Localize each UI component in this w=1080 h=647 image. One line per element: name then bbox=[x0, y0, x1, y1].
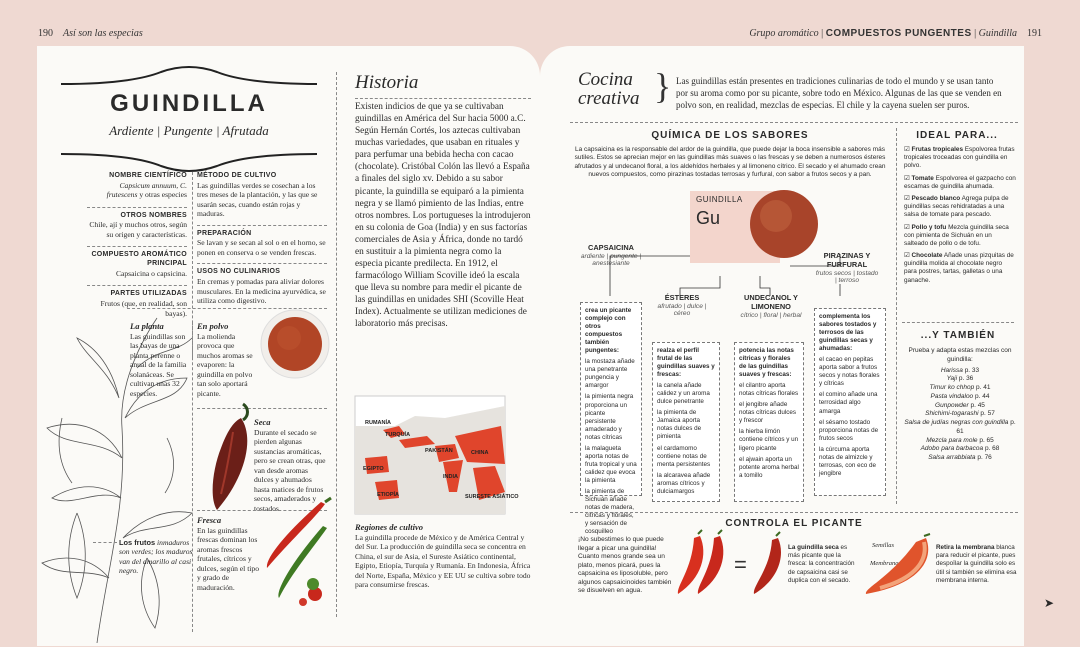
fact-value: Frutos (que, en realidad, son bayas). bbox=[100, 299, 187, 318]
box-item: la malagueta aporta notas de fruta tropical y una calidez que evoca la pimienta bbox=[585, 444, 637, 484]
right-page bbox=[540, 46, 1024, 646]
connector-lines bbox=[570, 236, 890, 306]
fact-value: Capsaicina o capsicina. bbox=[115, 268, 187, 278]
box-head: potencia las notas cítricas y florales de las guindillas suaves y frescas: bbox=[739, 347, 794, 379]
section-name: COMPUESTOS PUNGENTES bbox=[825, 28, 972, 39]
checkbox-icon: ☑ bbox=[904, 223, 910, 231]
ideal-item-name: Pescado blanco bbox=[911, 194, 961, 202]
box-item: el comino añade una terrosidad algo amarga bbox=[819, 391, 878, 415]
history-text: Existen indicios de que ya se cultivaban guindillas en América del Sur hacia 5000 a.C. Según Hernán Cortés, los aztecas cultivaban muchas variedades, que usaban en rituales y para perfumar una bebida hecha con cacao (chocolate). Cristóbal Colón las llevó a España a finales del siglo xv. Debido a su sabor picante, la guindilla se equiparó a la pimienta negra y se llamó pimiento de las Indias, entre otros nombres. Los portugueses la introdujeron en su colonia de Goa (India) y en sus factorías comerciales de Asia y África, donde no tardó en sustituir a la pimienta negra como la especia picante predilecta. En 1912, el farmacólogo William Scoville ideó la escala que lleva su nombre para medir el picante de las guindillas en unidades SHI (Scoville Heat Index). Actualmente se utilizan mediciones de laboratorio más precisas. bbox=[355, 102, 531, 330]
map-caption bbox=[355, 522, 531, 590]
blend-name: Salsa arrabbiata bbox=[928, 454, 976, 462]
plant-label: La planta bbox=[130, 321, 164, 331]
box-item: la alcaravea añade aromas cítricos y dulciamargos bbox=[657, 471, 711, 495]
blend-name: Harissa bbox=[940, 366, 963, 374]
map-label: TURQUÍA bbox=[385, 432, 411, 438]
box-pirazinas bbox=[814, 308, 886, 496]
box-item: la cúrcuma aporta notas de almizcle y terrosas, con eco de jengibre bbox=[819, 445, 877, 477]
form-label: Seca bbox=[254, 417, 271, 427]
fact-value-text: y otras especies bbox=[139, 190, 187, 200]
brace-icon: } bbox=[654, 66, 672, 106]
ideal-item-name: Frutas tropicales bbox=[911, 146, 964, 153]
fact-value bbox=[87, 181, 187, 200]
blend-page: p. 33 bbox=[964, 366, 980, 374]
fruits-text: inmaduros son verdes; los maduros van del amarillo al casi negro. bbox=[119, 538, 193, 576]
map-label: ETIOPÍA bbox=[377, 492, 400, 498]
box-item: el cacao en pepitas aporta sabor a frutos secos y notas florales y cítricas bbox=[819, 356, 880, 388]
form-text: En las guindillas frescas dominan los aromas frescos frutales, cítricos y dulces, según el tipo y grado de maduración. bbox=[197, 525, 260, 592]
box-head: realza el perfil frutal de las guindillas suaves y frescas: bbox=[657, 347, 715, 379]
group-name: Grupo aromático bbox=[749, 28, 819, 39]
blend-name: Gunpowder bbox=[935, 401, 969, 409]
blend-page: p. 41 bbox=[976, 384, 991, 392]
dried-chili-image bbox=[199, 398, 261, 518]
fact-label: PREPARACIÓN bbox=[197, 229, 252, 237]
title-banner bbox=[51, 62, 327, 174]
checkbox-icon: ☑ bbox=[904, 146, 910, 153]
ideal-item-text: Agrega pulpa de guindillas secas rehidratadas a una salsa de tomate para pescado. bbox=[904, 194, 1009, 219]
box-item: el ajwain aporta un potente aroma herbal a tomillo bbox=[739, 455, 799, 479]
map-label: PAKISTÁN bbox=[425, 448, 453, 454]
box-item: el sésamo tostado proporciona notas de frutos secos bbox=[819, 418, 879, 442]
ideal-title: IDEAL PARA... bbox=[916, 130, 998, 141]
box-item: la pimienta de Jamaica aporta notas dulces de pimienta bbox=[657, 409, 702, 441]
compound-name: ÉSTERES bbox=[664, 293, 700, 302]
fact-value: Se lavan y se secan al sol o en el horno, se ponen en conserva o se venden frescas. bbox=[197, 238, 326, 257]
form-label: Fresca bbox=[197, 515, 222, 525]
fact-label: USOS NO CULINARIOS bbox=[197, 268, 281, 276]
note-text: blanca para reducir el picante, pues despoïlar la guindilla solo es útil si también se elimina esa membrana interna. bbox=[936, 544, 1017, 584]
blend-page: p. 45 bbox=[970, 401, 985, 409]
ideal-item-text: Mezcla guindilla seca con pimienta de Sichuán en un salteado de pollo o de tofu. bbox=[904, 223, 1009, 247]
left-page-header bbox=[38, 28, 143, 39]
note-label: Retira la membrana bbox=[936, 544, 995, 551]
tambien-list bbox=[904, 347, 1016, 463]
quimica-title: QUÍMICA DE LOS SABORES bbox=[651, 130, 809, 141]
box-undecanol bbox=[734, 342, 804, 502]
seeds-label: Semillas bbox=[872, 542, 895, 549]
map-label: SURESTE ASIÁTICO bbox=[465, 494, 519, 500]
box-item: la pimienta negra proporciona un picante persistente amaderado y notas cítricas bbox=[585, 393, 634, 441]
ideal-item-text: Añade unas pizquitas de guindilla molida al chocolate negro para postres, tartas, galletas o una ganache. bbox=[904, 252, 1014, 284]
blend-page: p. 57 bbox=[980, 410, 995, 418]
fact-value: Chile, ají y muchos otros, según su origen y características. bbox=[89, 220, 187, 239]
compound-notes: afrutado | dulce | céreo bbox=[657, 302, 707, 317]
blend-name: Shichimi-togarashi bbox=[925, 410, 979, 418]
controla-intro: ¡No subestimes lo que puede llegar a picar una guindilla! Cuanto menos grande sea un plato, menos picará, pues la capsaicina es liposoluble, pero algunos capsaicinoides también se disuelven en agua. bbox=[578, 536, 672, 595]
history-title: Historia bbox=[355, 72, 419, 93]
quimica-intro: La capsaicina es la responsable del ardor de la guindilla, que puede dejar la boca insensible a sabores más sutiles. Estos se aprecian mejor en las guindillas más suaves o las frescas y se deben a numerosos ésteres afrutados y al undecanol floral, a los aldehídos herbales y al limoneno cítrico. El secado y el ahumado crean nuevos compuestos, como pirazinas tostadas terrosas y furfural, con sabor a frutos secos y a pan. bbox=[574, 146, 886, 179]
box-item: el jengibre añade notas cítricas dulces y frescor bbox=[739, 401, 797, 425]
plant-text: Las guindillas son las bayas de una planta perenne o anual de la familia solanáceas. Se cultivan unas 32 especies. bbox=[130, 331, 187, 398]
compound-name: CAPSAICINA bbox=[588, 243, 634, 252]
left-running-title: Así son las especias bbox=[63, 28, 143, 39]
fact-value: Las guindillas verdes se cosechan a los tres meses de la plantación, y las que se usarán secas, cuando están rojas y maduras. bbox=[197, 180, 318, 219]
powder-note bbox=[197, 321, 257, 398]
map-caption-text: La guindilla procede de México y de América Central y del Sur. La producción de guindilla seca se concentra en China, el sur de Asia, el Sureste Asiático continental, Egipto, Etiopía, Turquía y Rumanía. En Indonesia, África del Norte, España, México y EE UU se cultiva sobre todo para consumirse frescas. bbox=[355, 532, 531, 590]
fruits-label: Los frutos bbox=[119, 538, 156, 547]
descriptors: Ardiente | Pungente | Afrutada bbox=[109, 123, 269, 138]
right-page-number: 191 bbox=[1027, 28, 1042, 39]
cocina-title-line: creativa bbox=[578, 88, 640, 109]
ideal-item-text: Espolvorea frutas tropicales troceadas con guindilla en polvo. bbox=[904, 146, 1015, 170]
box-item: el cilantro aporta notas cítricas florales bbox=[739, 382, 799, 398]
fact-label: MÉTODO DE CULTIVO bbox=[197, 172, 277, 179]
blend-page: p. 36 bbox=[958, 375, 974, 383]
membrane-note bbox=[936, 544, 1018, 585]
blend-page: p. 68 bbox=[984, 445, 1000, 453]
fruits-note bbox=[119, 538, 193, 576]
box-item: la mostaza añade una penetrante pungencia y amargor bbox=[585, 358, 635, 390]
fact-value: En cremas y pomadas para aliviar dolores musculares. En la medicina ayurvédica, se utiliza como digestivo. bbox=[197, 277, 326, 306]
form-label: En polvo bbox=[197, 321, 229, 331]
left-page-number: 190 bbox=[38, 28, 53, 39]
box-head: complementa los sabores tostados y terrosos de las guindillas secas y ahumadas: bbox=[819, 313, 877, 353]
descriptor: Afrutada bbox=[222, 123, 269, 138]
compound-notes: ardiente | pungente | anestesiante bbox=[580, 252, 642, 267]
ideal-item-name: Tomate bbox=[911, 174, 934, 182]
ideal-item-text: Espolvorea el gazpacho con escamas de guindilla ahumada. bbox=[904, 174, 1016, 190]
compound-name: PIRAZINAS Y FURFURAL bbox=[823, 251, 871, 269]
blend-name: Mezcla para mole bbox=[926, 436, 978, 444]
compound-notes: frutos secos | tostado | terroso bbox=[815, 269, 879, 284]
ideal-item-name: Chocolate bbox=[911, 252, 943, 260]
box-esteres bbox=[652, 342, 720, 502]
plant-note bbox=[130, 321, 188, 398]
note-label: La guindilla seca bbox=[788, 544, 839, 551]
facts-left bbox=[87, 172, 187, 318]
descriptor: Ardiente bbox=[109, 123, 154, 138]
cocina-title-line: Cocina bbox=[578, 69, 633, 90]
compound-name: UNDECANOL Y LIMONENO bbox=[744, 293, 798, 311]
blend-name: Timur ko chhop bbox=[929, 384, 975, 392]
note-text: es más picante que la fresca: la concentración de capsaicina casi se duplica con el secado. bbox=[788, 544, 855, 584]
compound-notes: cítrico | floral | herbal bbox=[740, 311, 802, 319]
fresh-chilies-image bbox=[257, 498, 333, 608]
chili-powder-bowl bbox=[259, 308, 331, 380]
next-page-arrow-icon[interactable]: ➤ bbox=[1044, 596, 1055, 610]
blend-page: p. 61 bbox=[956, 419, 1016, 435]
fresh-note bbox=[197, 515, 259, 592]
map-label: CHINA bbox=[471, 450, 489, 456]
fact-label: OTROS NOMBRES bbox=[120, 211, 187, 219]
fresh-vs-dried-chilies bbox=[672, 530, 792, 600]
blend-page: p. 44 bbox=[974, 392, 990, 400]
cocina-intro: Las guindillas están presentes en tradiciones culinarias de todo el mundo y se usan tanto por su aroma como por su picante, sobre todo en México. Algunas de las que se venden en polvo son, en realidad, mezclas de especias. El chile y la cayena suelen ser puros. bbox=[676, 76, 1002, 110]
checkbox-icon: ☑ bbox=[904, 194, 910, 202]
box-item: el cardamomo contiene notas de menta persistentes bbox=[657, 444, 711, 468]
tambien-title: ...Y TAMBIÉN bbox=[920, 330, 996, 341]
cultivation-map bbox=[355, 396, 519, 514]
fact-label: NOMBRE CIENTÍFICO bbox=[109, 172, 187, 179]
form-text: Durante el secado se pierden algunas sustancias aromáticas, pero se crean otras, que van desde aromas dulces y ahumados hasta matices de frutos secos, amaderados y tostados. bbox=[254, 427, 326, 513]
blend-name: Adobo para barbacoa bbox=[920, 445, 984, 453]
box-item: la pimienta de Sichuán añade notas de madera, cítricas y florales, y sensación de cosquilleo bbox=[585, 487, 635, 536]
box-head: crea un picante complejo con otros compuestos también pungentes: bbox=[585, 307, 632, 355]
box-item: la hierba limón contiene cítricos y un ligero picante bbox=[739, 428, 799, 452]
dried-heat-note bbox=[788, 544, 856, 585]
ideal-list bbox=[904, 146, 1016, 285]
blend-name: Salsa de judías negras con guindilla bbox=[904, 419, 1009, 427]
left-page bbox=[37, 46, 540, 646]
spice-title: GUINDILLA bbox=[110, 90, 268, 117]
checkbox-icon: ☑ bbox=[904, 252, 910, 260]
descriptor: Pungente bbox=[163, 123, 213, 138]
spice-name: Guindilla bbox=[978, 28, 1017, 39]
map-label: INDIA bbox=[443, 474, 458, 480]
right-page-header: Grupo aromático | COMPUESTOS PUNGENTES | Guindilla 191 bbox=[749, 28, 1042, 39]
chili-cross-section bbox=[860, 534, 940, 600]
scientific-name: Capsicum annuum, C. frutescens bbox=[106, 180, 187, 200]
facts-right bbox=[197, 172, 327, 306]
map-label: EGIPTO bbox=[363, 466, 384, 472]
tile-name: GUINDILLA bbox=[696, 195, 743, 204]
fact-label: PARTES UTILIZADAS bbox=[110, 290, 187, 298]
blend-page: p. 76 bbox=[977, 454, 992, 462]
blend-page: p. 65 bbox=[979, 436, 994, 444]
tile-symbol: Gu bbox=[696, 208, 721, 228]
map-caption-title: Regiones de cultivo bbox=[355, 522, 423, 532]
box-capsaicina bbox=[580, 302, 642, 536]
ideal-item-name: Pollo y tofu bbox=[911, 223, 947, 231]
blend-name: Yaji bbox=[946, 375, 958, 383]
fact-label: COMPUESTO AROMÁTICO PRINCIPAL bbox=[91, 251, 187, 268]
box-item: la canela añade calidez y un aroma dulce penetrante bbox=[657, 382, 710, 406]
membrane-label: Membrana bbox=[870, 560, 899, 567]
checkbox-icon: ☑ bbox=[904, 174, 910, 182]
map-label: RUMANÍA bbox=[365, 420, 391, 426]
tambien-intro: Prueba y adapta estas mezclas con guindilla: bbox=[908, 347, 1012, 363]
blend-name: Pasta vindaloo bbox=[930, 392, 974, 400]
controla-title: CONTROLA EL PICANTE bbox=[725, 518, 863, 529]
svg-text:=: = bbox=[734, 552, 747, 577]
form-text: La molienda provoca que muchos aromas se evaporen: la guindilla en polvo tan solo aportará picante. bbox=[197, 331, 253, 398]
cocina-title bbox=[578, 70, 640, 108]
